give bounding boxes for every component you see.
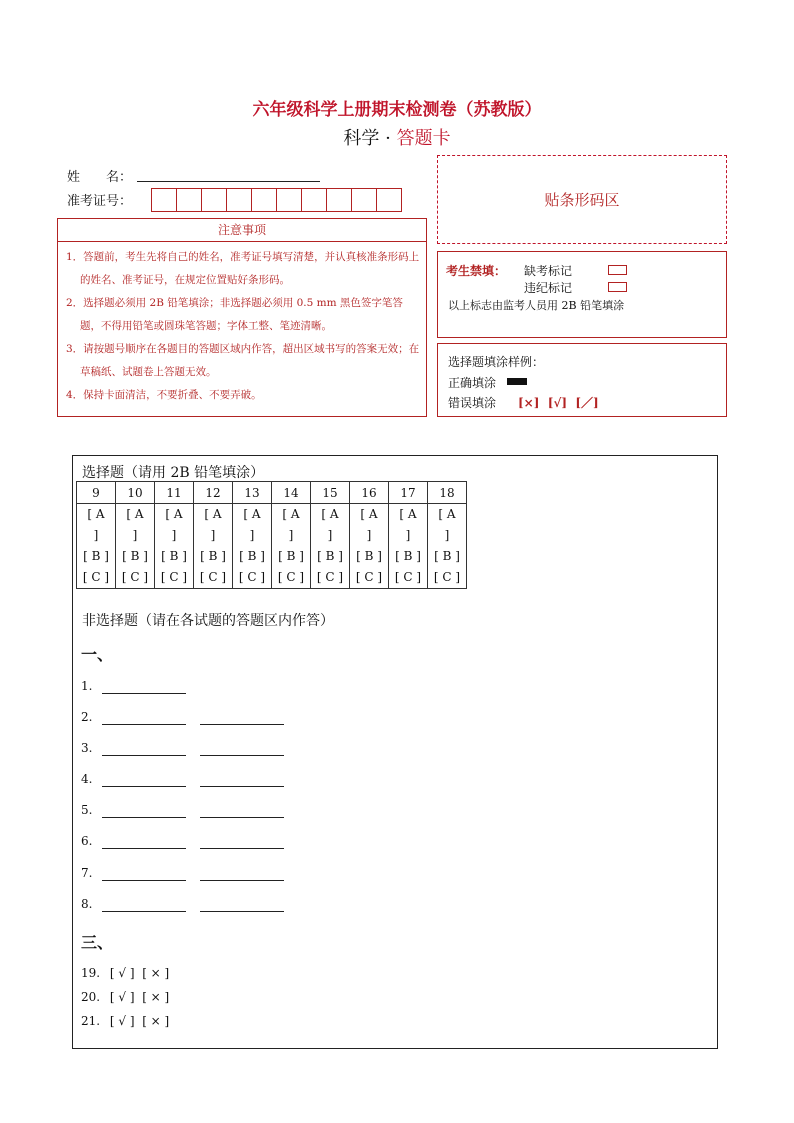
subtitle-subject: 科学 · [343, 128, 397, 149]
absent-mark-box[interactable] [608, 265, 627, 275]
id-digit-box[interactable] [301, 188, 327, 212]
option-c[interactable]: [ C ] [355, 570, 383, 584]
fill-number: 1. [81, 679, 93, 693]
fill-number: 6. [81, 834, 93, 848]
option-b[interactable]: [ B ] [122, 549, 148, 563]
tf-number: 19. [81, 966, 101, 980]
answer-area [72, 455, 718, 1049]
option-a[interactable]: [ A [87, 507, 105, 521]
tf-options[interactable]: [ √ ] [ × ] [109, 990, 170, 1004]
fill-question [81, 866, 92, 880]
fill-question [81, 834, 92, 848]
forbidden-label: 考生禁填： [446, 264, 507, 278]
true-false-item[interactable] [81, 1014, 169, 1028]
tf-number: 20. [81, 990, 101, 1004]
option-a-close: ] [93, 528, 99, 542]
choice-cell[interactable] [233, 504, 272, 589]
question-number: 15 [311, 482, 350, 504]
sample-heading: 选择题填涂样例： [448, 355, 545, 369]
forbidden-note: 以上标志由监考人员用 2B 铅笔填涂 [448, 299, 625, 312]
option-a[interactable]: [ A [438, 507, 456, 521]
option-a-close: ] [171, 528, 177, 542]
option-b[interactable]: [ B ] [317, 549, 343, 563]
note-item: 2．选择题必须用 2B 铅笔填涂；非选择题必须用 0.5 mm 黑色签字笔答题，不得用铅笔或圆珠笔答题；字体工整、笔迹清晰。 [66, 297, 403, 332]
choice-cell[interactable] [77, 504, 116, 589]
choice-cell[interactable] [428, 504, 467, 589]
answer-blank[interactable] [102, 880, 186, 881]
option-c[interactable]: [ C ] [82, 570, 110, 584]
question-number: 18 [428, 482, 467, 504]
answer-blank[interactable] [102, 724, 186, 725]
wrong-fill-label: 错误填涂 [448, 396, 497, 410]
option-b[interactable]: [ B ] [200, 549, 226, 563]
tf-number: 21. [81, 1014, 101, 1028]
option-a[interactable]: [ A [360, 507, 378, 521]
answer-blank[interactable] [102, 911, 186, 912]
option-a[interactable]: [ A [165, 507, 183, 521]
question-number: 10 [116, 482, 155, 504]
fill-sample-box [437, 343, 727, 417]
option-c[interactable]: [ C ] [238, 570, 266, 584]
note-item: 3．请按题号顺序在各题目的答题区域内作答，超出区域书写的答案无效；在草稿纸、试题卷上答题无效。 [66, 343, 420, 378]
option-b[interactable]: [ B ] [83, 549, 109, 563]
option-a-close: ] [444, 528, 450, 542]
choice-cell[interactable] [311, 504, 350, 589]
fill-number: 4. [81, 772, 93, 786]
id-digit-box[interactable] [151, 188, 177, 212]
section-three-heading: 三、 [81, 933, 114, 952]
answer-blank[interactable] [200, 755, 284, 756]
option-a[interactable]: [ A [204, 507, 222, 521]
option-a[interactable]: [ A [321, 507, 339, 521]
option-a-close: ] [249, 528, 255, 542]
option-b[interactable]: [ B ] [239, 549, 265, 563]
option-c[interactable]: [ C ] [160, 570, 188, 584]
option-b[interactable]: [ B ] [161, 549, 187, 563]
option-a-close: ] [327, 528, 333, 542]
option-a[interactable]: [ A [282, 507, 300, 521]
exam-id-boxes[interactable] [152, 188, 402, 212]
id-digit-box[interactable] [251, 188, 277, 212]
option-c[interactable]: [ C ] [433, 570, 461, 584]
option-c[interactable]: [ C ] [316, 570, 344, 584]
answer-blank[interactable] [200, 724, 284, 725]
true-false-item[interactable] [81, 990, 169, 1004]
choice-cell[interactable] [155, 504, 194, 589]
page-title: 六年级科学上册期末检测卷（苏教版） [252, 100, 542, 120]
fill-question [81, 772, 92, 786]
answer-blank[interactable] [102, 693, 186, 694]
option-c[interactable]: [ C ] [121, 570, 149, 584]
question-number: 9 [77, 482, 116, 504]
answer-blank[interactable] [200, 817, 284, 818]
answer-blank[interactable] [200, 786, 284, 787]
id-digit-box[interactable] [201, 188, 227, 212]
id-digit-box[interactable] [276, 188, 302, 212]
correct-fill-mark [507, 378, 527, 385]
option-a-close: ] [132, 528, 138, 542]
choice-cell[interactable] [350, 504, 389, 589]
answer-blank[interactable] [200, 911, 284, 912]
choice-heading: 选择题（请用 2B 铅笔填涂） [82, 465, 265, 481]
notes-heading: 注意事项 [57, 218, 427, 242]
question-number: 11 [155, 482, 194, 504]
option-a-close: ] [366, 528, 372, 542]
choice-cell[interactable] [194, 504, 233, 589]
non-choice-heading: 非选择题（请在各试题的答题区内作答） [82, 613, 334, 629]
answer-blank[interactable] [102, 755, 186, 756]
name-field[interactable] [137, 180, 320, 182]
option-c[interactable]: [ C ] [394, 570, 422, 584]
fill-question [81, 897, 92, 911]
violation-mark-box[interactable] [608, 282, 627, 292]
fill-number: 7. [81, 866, 93, 880]
id-digit-box[interactable] [176, 188, 202, 212]
tf-options[interactable]: [ √ ] [ × ] [109, 1014, 170, 1028]
section-one-heading: 一、 [81, 645, 114, 664]
answer-blank[interactable] [102, 786, 186, 787]
id-label: 准考证号： [67, 194, 133, 209]
option-a[interactable]: [ A [243, 507, 261, 521]
choice-cell[interactable] [389, 504, 428, 589]
fill-question [81, 803, 92, 817]
option-b[interactable]: [ B ] [434, 549, 460, 563]
fill-question [81, 710, 92, 724]
note-item: 4．保持卡面清洁，不要折叠、不要弄破。 [66, 389, 262, 401]
id-digit-box[interactable] [326, 188, 352, 212]
barcode-label: 贴条形码区 [544, 191, 620, 209]
option-a-close: ] [210, 528, 216, 542]
option-a-close: ] [405, 528, 411, 542]
option-c[interactable]: [ C ] [277, 570, 305, 584]
subtitle-answer-card: 答题卡 [396, 128, 451, 149]
note-item: 1．答题前，考生先将自己的姓名，准考证号填写清楚，并认真核准条形码上的姓名、准考证号，在规定位置贴好条形码。 [66, 251, 420, 286]
option-b[interactable]: [ B ] [395, 549, 421, 563]
barcode-area [437, 155, 727, 244]
fill-number: 2. [81, 710, 93, 724]
option-c[interactable]: [ C ] [199, 570, 227, 584]
id-digit-box[interactable] [376, 188, 402, 212]
question-number: 17 [389, 482, 428, 504]
question-number: 16 [350, 482, 389, 504]
notes-box [57, 242, 427, 417]
answer-blank[interactable] [200, 880, 284, 881]
forbidden-box [437, 251, 727, 338]
choice-table [76, 481, 467, 589]
id-digit-box[interactable] [351, 188, 377, 212]
choice-cell[interactable] [116, 504, 155, 589]
choice-cell[interactable] [272, 504, 311, 589]
tf-options[interactable]: [ √ ] [ × ] [109, 966, 170, 980]
option-a[interactable]: [ A [399, 507, 417, 521]
absent-label: 缺考标记 [524, 264, 573, 278]
fill-question [81, 741, 92, 755]
question-number: 13 [233, 482, 272, 504]
option-b[interactable]: [ B ] [278, 549, 304, 563]
wrong-fill-marks: [×] [√] [／] [518, 396, 599, 410]
question-number: 14 [272, 482, 311, 504]
option-a-close: ] [288, 528, 294, 542]
answer-blank[interactable] [102, 848, 186, 849]
fill-number: 3. [81, 741, 93, 755]
option-b[interactable]: [ B ] [356, 549, 382, 563]
answer-blank[interactable] [102, 817, 186, 818]
question-number: 12 [194, 482, 233, 504]
correct-fill-label: 正确填涂 [448, 376, 497, 390]
fill-number: 8. [81, 897, 93, 911]
violation-label: 违纪标记 [524, 281, 573, 295]
option-a[interactable]: [ A [126, 507, 144, 521]
true-false-item[interactable] [81, 966, 169, 980]
fill-number: 5. [81, 803, 93, 817]
name-label: 姓 名： [67, 170, 133, 185]
fill-question [81, 679, 92, 693]
answer-blank[interactable] [200, 848, 284, 849]
id-digit-box[interactable] [226, 188, 252, 212]
page-subtitle [0, 124, 794, 150]
